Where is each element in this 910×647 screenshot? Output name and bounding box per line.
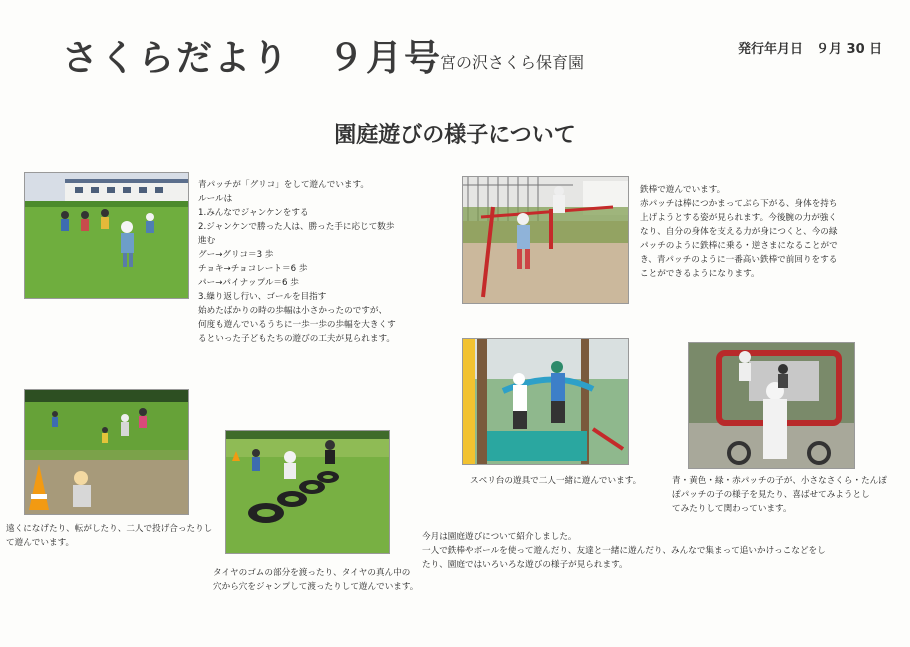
text-line: 青・黄色・緑・赤パッチの子が、小さなさくら・たんぽ: [672, 476, 887, 486]
text-line: タイヤのゴムの部分を渡ったり、タイヤの真ん中の: [213, 568, 411, 578]
text-line: ルールは: [198, 194, 233, 204]
text-block-stroller: [672, 474, 887, 516]
text-block-slide: [470, 474, 641, 488]
summary-text: [422, 530, 826, 572]
text-line: 2.ジャンケンで勝った人は、勝った手に応じて数歩: [198, 222, 395, 232]
section-heading: 園庭遊びの様子について: [334, 123, 576, 148]
text-line: スベリ台の遊具で二人一緒に遊んでいます。: [470, 476, 642, 486]
photo-stroller: [688, 342, 855, 469]
photo-slide-play: [462, 338, 629, 465]
text-line: チョキ→チョコレート＝6 歩: [198, 264, 308, 274]
text-line: ことができるようになります。: [640, 269, 760, 279]
text-block-iron-bar: [640, 183, 838, 281]
text-line: 鉄棒で遊んでいます。: [640, 185, 726, 195]
text-line: て遊んでいます。: [6, 538, 75, 548]
newsletter-title: さくらだより ９月号: [62, 38, 443, 79]
text-block-ball: [6, 522, 212, 550]
text-line: 今月は園庭遊びについて紹介しました。: [422, 532, 577, 542]
text-line: 一人で鉄棒やボールを使って遊んだり、友達と一緒に遊んだり、みんなで集まって追いかけっこなどをし: [422, 546, 826, 556]
text-line: 何度も遊んでいるうちに一歩一歩の歩幅を大きくす: [198, 320, 396, 330]
text-line: 1.みんなでジャンケンをする: [198, 208, 309, 218]
text-line: グー→グリコ＝3 歩: [198, 250, 274, 260]
text-line: パッチのように鉄棒に乗る・逆さまになることがで: [640, 241, 838, 251]
text-line: なり、自分の身体を支える力が身につくと、今の緑: [640, 227, 838, 237]
text-line: ぽパッチの子の様子を見たり、喜ばせてみようとし: [672, 490, 870, 500]
text-block-tire: [213, 566, 418, 594]
issue-date: 発行年月日 ９月 30 日: [738, 42, 883, 57]
text-line: き、青パッチのように一番高い鉄棒で前回りをする: [640, 255, 838, 265]
text-line: 始めたばかりの時の歩幅は小さかったのですが、: [198, 306, 388, 316]
text-line: 進む: [198, 236, 216, 246]
text-line: 遠くになげたり、転がしたり、二人で投げ合ったりし: [6, 524, 213, 534]
text-line: パー→パイナップル＝6 歩: [198, 278, 299, 288]
text-line: たり、園庭ではいろいろな遊びの様子が見られます。: [422, 560, 628, 570]
text-line: てみたりして関わっています。: [672, 504, 792, 514]
text-line: 穴から穴をジャンプして渡ったりして遊んでいます。: [213, 582, 419, 592]
photo-glico-game: [24, 172, 189, 299]
photo-ball-play: [24, 389, 189, 515]
text-line: 赤パッチは棒につかまってぶら下がる、身体を持ち: [640, 199, 838, 209]
text-block-glico: [198, 178, 396, 346]
text-line: るといった子どもたちの遊びの工夫が見られます。: [198, 334, 395, 344]
school-name: 宮の沢さくら保育園: [440, 53, 585, 72]
text-line: 上げようとする姿が見られます。今後腕の力が強く: [640, 213, 837, 223]
photo-iron-bar: [462, 176, 629, 304]
text-line: 青パッチが「グリコ」をして遊んでいます。: [198, 180, 370, 190]
photo-tire-jump: [225, 430, 390, 554]
text-line: 3.繰り返し行い、ゴールを目指す: [198, 292, 327, 302]
